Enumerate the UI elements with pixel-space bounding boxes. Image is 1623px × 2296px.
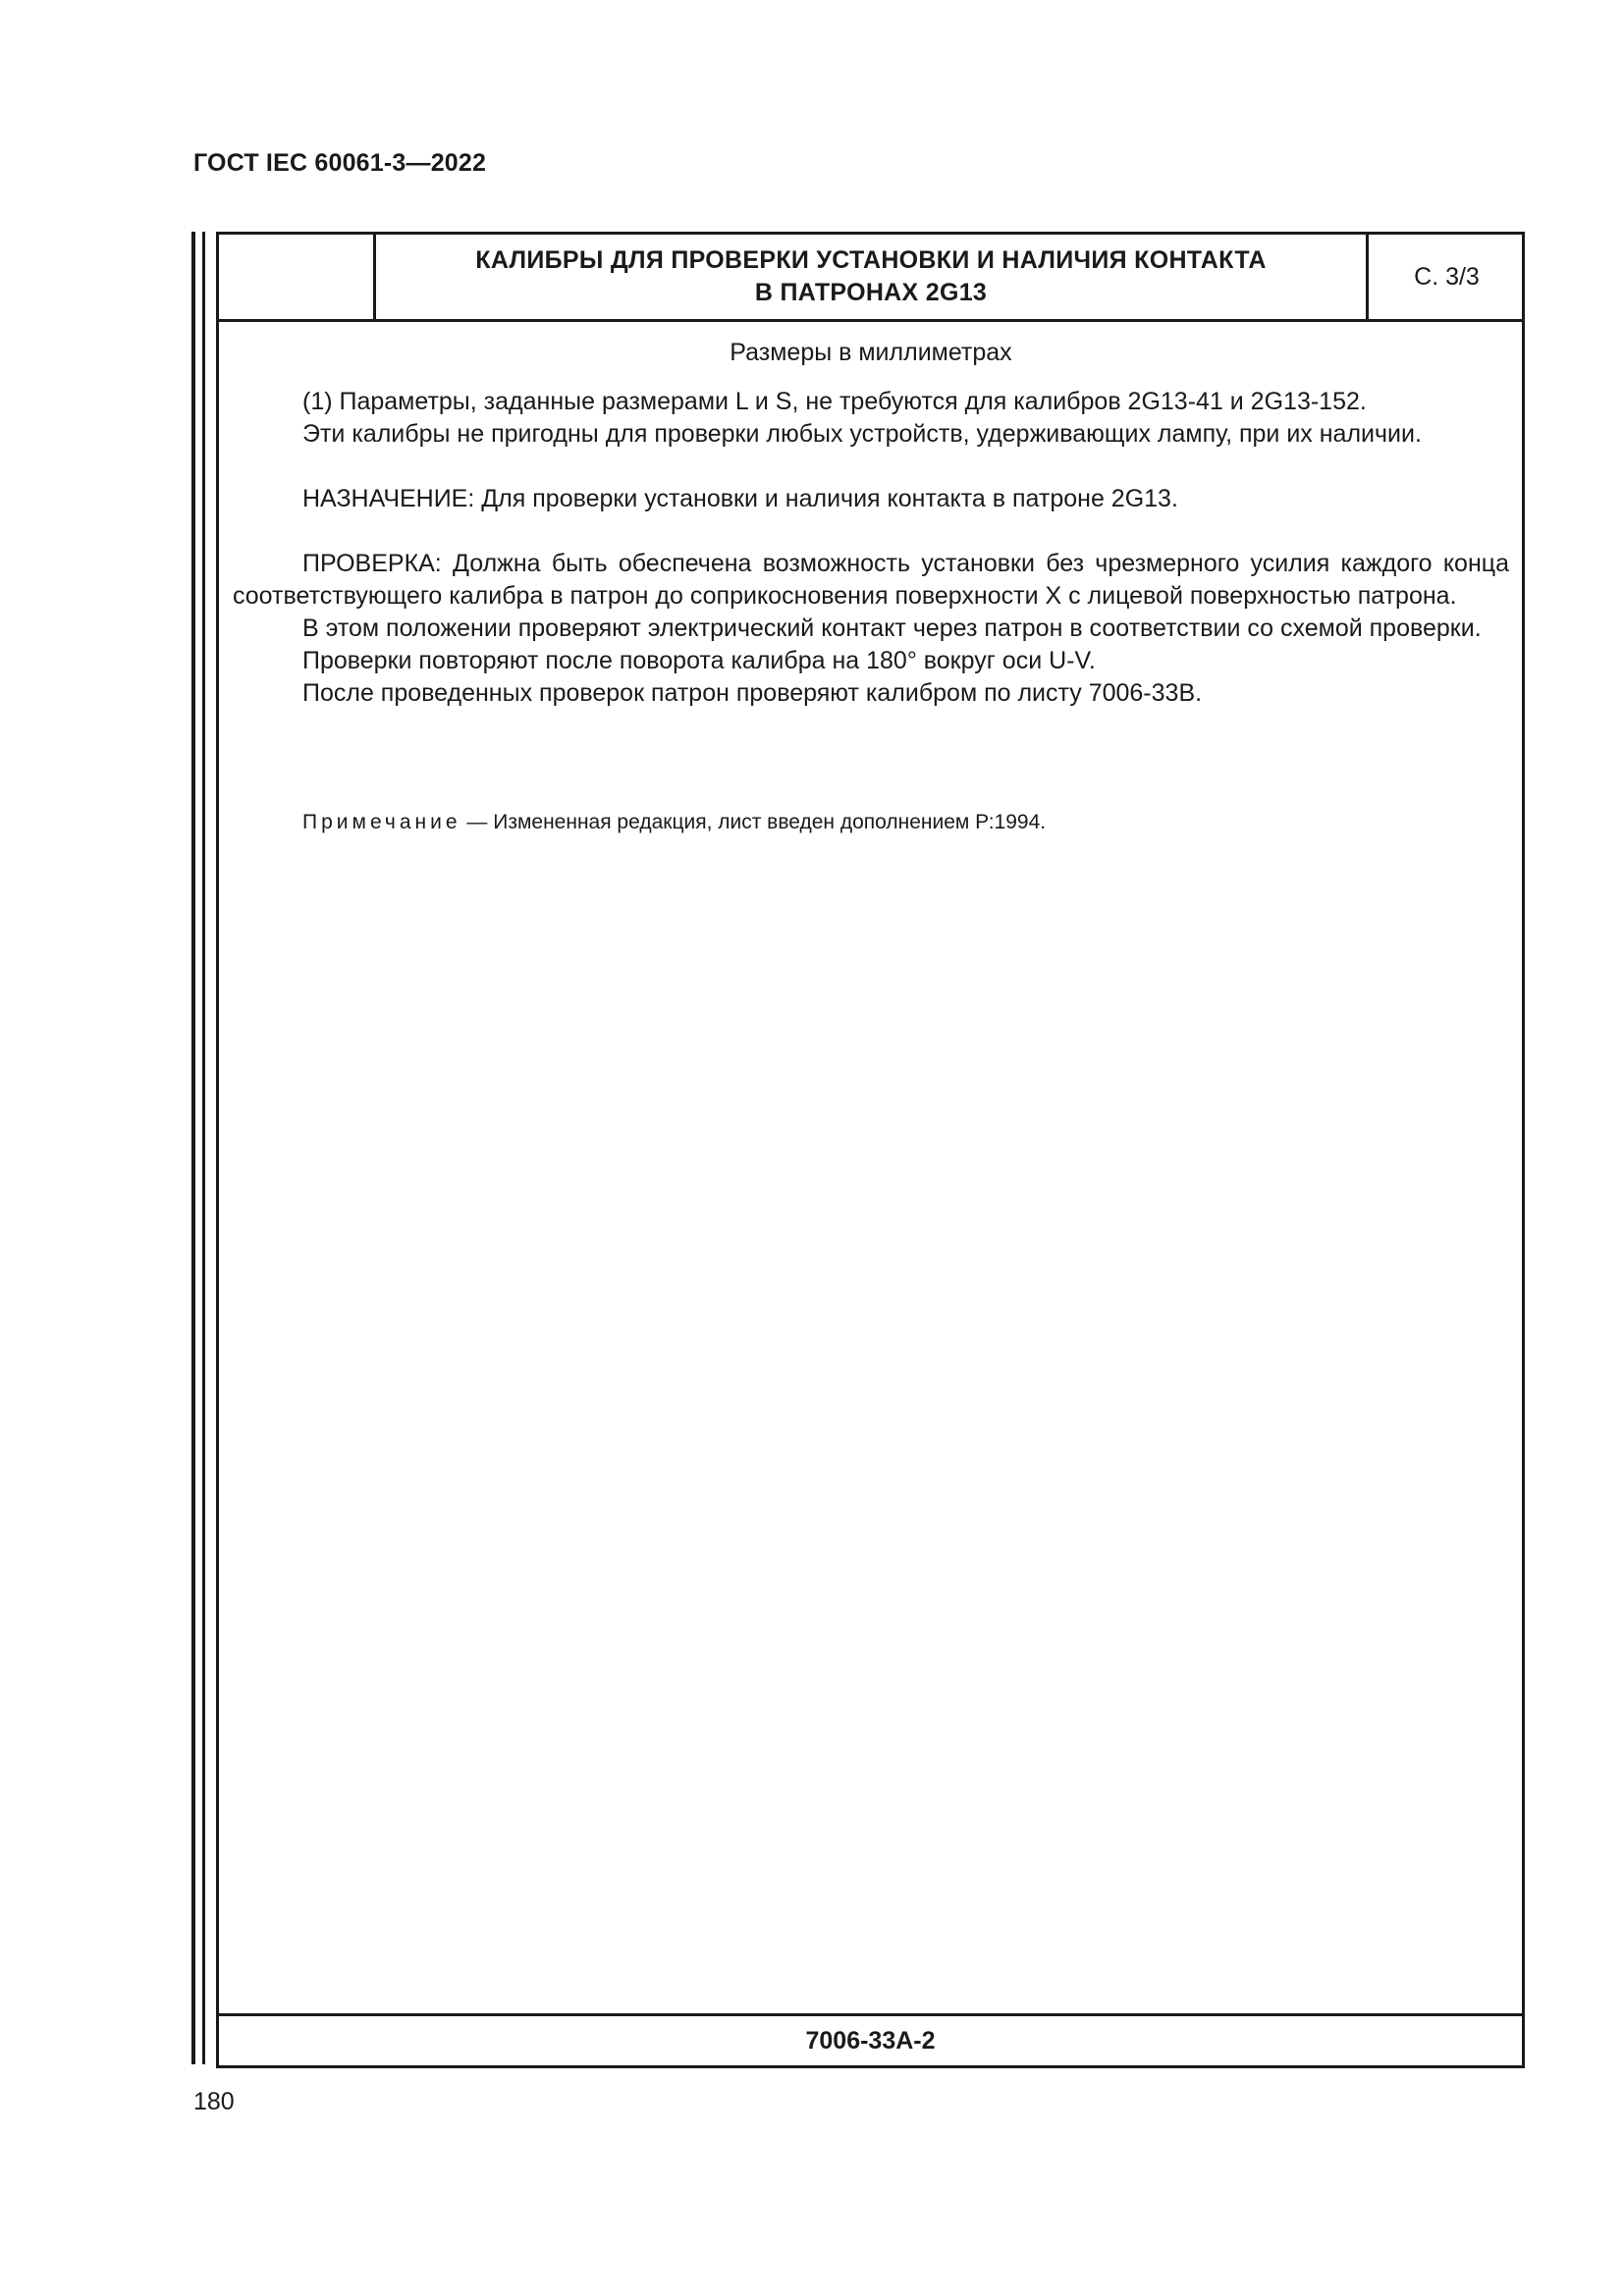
- footnote-1: (1) Параметры, заданные размерами L и S, не требуются для калибров 2G13-41 и 2G13-152.: [302, 388, 1367, 415]
- page-number: 180: [193, 2088, 235, 2115]
- sheet-title: [376, 235, 1366, 319]
- check-paragraph-4: После проведенных проверок патрон проверяют калибром по листу 7006-33В.: [302, 679, 1203, 707]
- sheet-code: 7006-33А-2: [219, 2013, 1522, 2065]
- footnote-2: Эти калибры не пригодны для проверки любых устройств, удерживающих лампу, при их наличии.: [302, 420, 1422, 448]
- standard-designation: ГОСТ IEC 60061-3—2022: [193, 149, 487, 177]
- check-paragraph-2: В этом положении проверяют электрический контакт через патрон в соответствии со схемой проверки.: [302, 614, 1482, 642]
- check-paragraph-1: ПРОВЕРКА: Должна быть обеспечена возможность установки без чрезмерного усилия каждого конца соответствующего калибра в патрон до соприкосновения поверхности X с лицевой поверхностью патрона.: [233, 550, 1509, 610]
- note-label: Примечание: [302, 811, 461, 833]
- note: [233, 808, 1509, 837]
- title-block: [219, 235, 1522, 322]
- dimensions-note: Размеры в миллиметрах: [730, 339, 1012, 366]
- sheet-frame: [216, 232, 1525, 2068]
- note-text: — Измененная редакция, лист введен дополнением Р:1994.: [460, 811, 1047, 833]
- purpose-paragraph: НАЗНАЧЕНИЕ: Для проверки установки и наличия контакта в патроне 2G13.: [302, 485, 1178, 512]
- check-paragraph-3: Проверки повторяют после поворота калибра на 180° вокруг оси U-V.: [302, 647, 1096, 674]
- sheet-content: [233, 337, 1509, 837]
- title-block-empty-cell: [219, 235, 376, 319]
- sheet-number: С. 3/3: [1366, 235, 1525, 319]
- sheet-title-line-2: В ПАТРОНАХ 2G13: [754, 279, 988, 306]
- binding-line: [202, 232, 205, 2064]
- sheet-title-line-1: КАЛИБРЫ ДЛЯ ПРОВЕРКИ УСТАНОВКИ И НАЛИЧИЯ КОНТАКТА: [475, 246, 1267, 274]
- binding-line: [191, 232, 195, 2064]
